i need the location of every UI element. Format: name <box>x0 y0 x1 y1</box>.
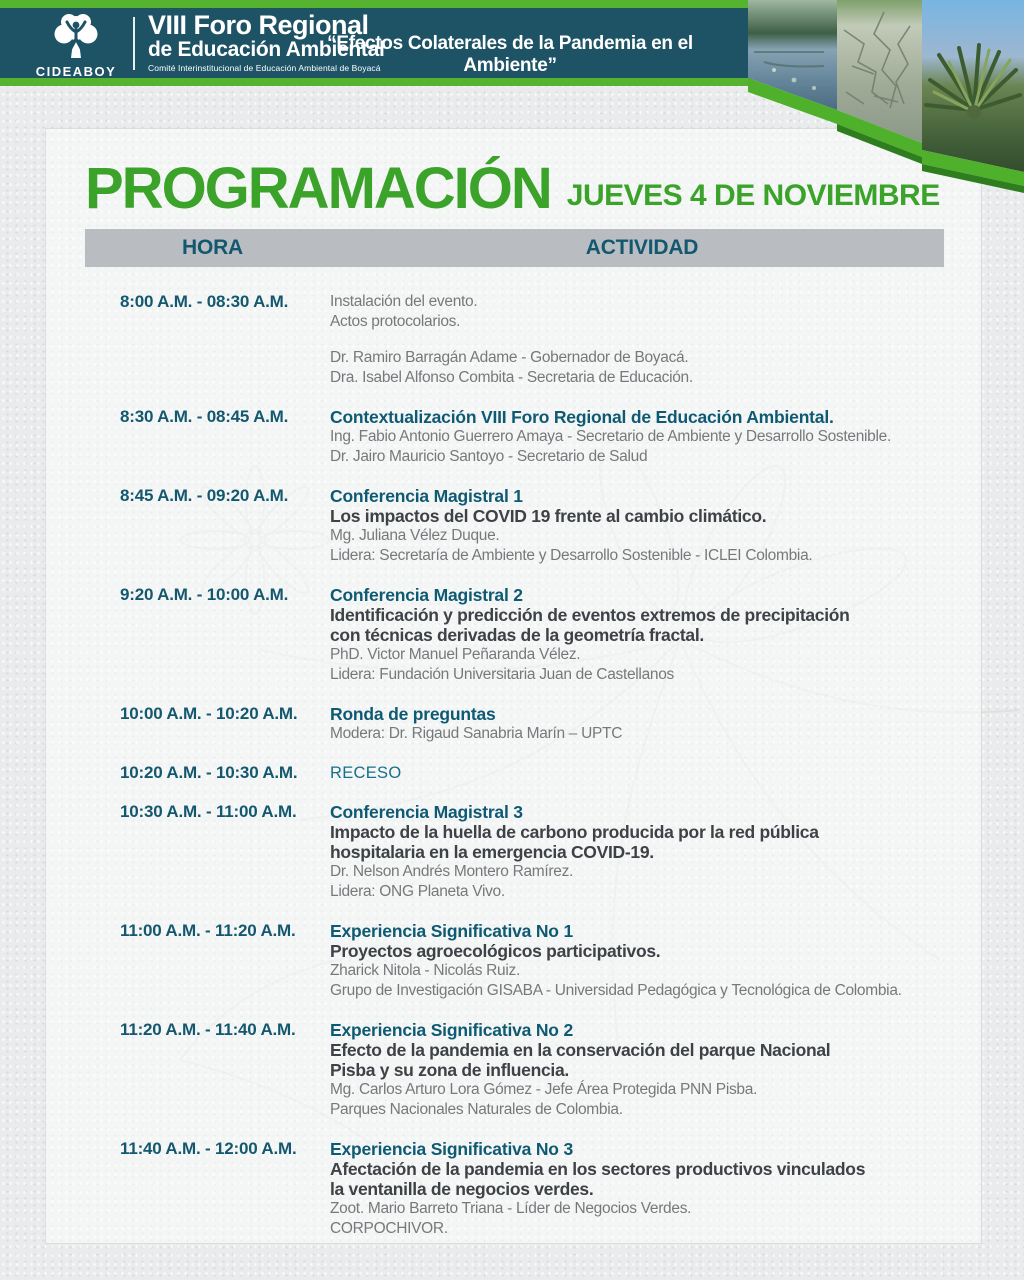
activity-line-body: CORPOCHIVOR. <box>330 1220 448 1237</box>
table-row <box>85 763 944 783</box>
schedule-table <box>85 229 944 1239</box>
row-time: 8:30 A.M. - 08:45 A.M. <box>120 407 289 426</box>
row-time: 10:00 A.M. - 10:20 A.M. <box>120 704 298 723</box>
activity-line-title: Contextualización VIII Foro Regional de Educación Ambiental. <box>330 407 834 427</box>
table-row <box>85 704 944 744</box>
activity-line-body: Mg. Juliana Vélez Duque. <box>330 527 500 544</box>
row-activity <box>330 292 910 388</box>
row-time: 11:20 A.M. - 11:40 A.M. <box>120 1020 296 1039</box>
column-header-hora: HORA <box>181 236 244 259</box>
table-row <box>85 1020 944 1120</box>
row-activity <box>330 921 910 1001</box>
activity-line-title: Ronda de preguntas <box>330 704 496 724</box>
row-activity <box>330 1139 910 1239</box>
activity-line-title: Experiencia Significativa No 2 <box>330 1020 573 1040</box>
activity-line-bold: Efecto de la pandemia en la conservación del parque Nacional <box>330 1040 831 1060</box>
event-quote: “Efectos Colaterales de la Pandemia en el Ambiente” <box>327 33 693 76</box>
activity-line-spacer <box>330 332 910 348</box>
activity-line-body: Zharick Nitola - Nicolás Ruiz. <box>330 962 520 979</box>
activity-line-bold: Pisba y su zona de influencia. <box>330 1060 569 1080</box>
activity-line-body: Instalación del evento. <box>330 293 478 310</box>
table-row <box>85 292 944 388</box>
activity-line-bold: Identificación y predicción de eventos extremos de precipitación <box>330 605 850 625</box>
row-activity <box>330 763 910 783</box>
activity-line-bold: Afectación de la pandemia en los sectores productivos vinculados <box>330 1159 866 1179</box>
activity-line-body: Dr. Jairo Mauricio Santoyo - Secretario de Salud <box>330 448 648 465</box>
table-row <box>85 486 944 566</box>
activity-line-receso: RECESO <box>330 764 402 782</box>
activity-line-body: Lidera: Fundación Universitaria Juan de Castellanos <box>330 666 674 683</box>
table-row <box>85 1139 944 1239</box>
table-row <box>85 407 944 467</box>
activity-line-body: Actos protocolarios. <box>330 313 461 330</box>
activity-line-body: Zoot. Mario Barreto Triana - Líder de Negocios Verdes. <box>330 1200 692 1217</box>
activity-line-body: Mg. Carlos Arturo Lora Gómez - Jefe Área Protegida PNN Pisba. <box>330 1081 758 1098</box>
activity-line-title: Experiencia Significativa No 3 <box>330 1139 573 1159</box>
row-activity <box>330 486 910 566</box>
schedule-rows <box>85 292 944 1239</box>
activity-line-bold: Proyectos agroecológicos participativos. <box>330 941 661 961</box>
row-activity <box>330 585 910 685</box>
row-activity <box>330 802 910 902</box>
activity-line-bold: con técnicas derivadas de la geometría fractal. <box>330 625 704 645</box>
row-time: 11:00 A.M. - 11:20 A.M. <box>120 921 296 940</box>
row-time: 8:00 A.M. - 08:30 A.M. <box>120 292 289 311</box>
title-row <box>85 150 1024 221</box>
row-time: 10:30 A.M. - 11:00 A.M. <box>120 802 297 821</box>
activity-line-body: Dr. Nelson Andrés Montero Ramírez. <box>330 863 574 880</box>
page-title: PROGRAMACIÓN <box>85 155 551 221</box>
table-row <box>85 585 944 685</box>
activity-line-body: Modera: Dr. Rigaud Sanabria Marín – UPTC <box>330 725 623 742</box>
activity-line-title: Conferencia Magistral 2 <box>330 585 523 605</box>
page-date: JUEVES 4 DE NOVIEMBRE <box>566 179 940 212</box>
activity-line-body: Lidera: ONG Planeta Vivo. <box>330 883 505 900</box>
activity-line-title: Conferencia Magistral 1 <box>330 486 523 506</box>
table-row <box>85 802 944 902</box>
activity-line-body: Dr. Ramiro Barragán Adame - Gobernador de Boyacá. <box>330 349 689 366</box>
activity-line-body: Grupo de Investigación GISABA - Universidad Pedagógica y Tecnológica de Colombia. <box>330 982 902 999</box>
activity-line-body: Ing. Fabio Antonio Guerrero Amaya - Secretario de Ambiente y Desarrollo Sostenible. <box>330 428 891 445</box>
row-activity <box>330 704 910 744</box>
column-header-actividad: ACTIVIDAD <box>585 236 699 259</box>
row-time: 9:20 A.M. - 10:00 A.M. <box>120 585 289 604</box>
activity-line-bold: hospitalaria en la emergencia COVID-19. <box>330 842 654 862</box>
forum-title-line2: de Educación Ambiental <box>148 38 385 62</box>
schedule-header <box>85 229 944 267</box>
activity-line-body: PhD. Victor Manuel Peñaranda Vélez. <box>330 646 581 663</box>
forum-subtitle: Comité Interinstitucional de Educación Ambiental de Boyacá <box>148 63 381 74</box>
row-activity <box>330 407 910 467</box>
row-time: 10:20 A.M. - 10:30 A.M. <box>120 763 298 782</box>
activity-line-title: Experiencia Significativa No 1 <box>330 921 573 941</box>
activity-line-bold: Impacto de la huella de carbono producida por la red pública <box>330 822 819 842</box>
table-row <box>85 921 944 1001</box>
row-activity <box>330 1020 910 1120</box>
activity-line-body: Parques Nacionales Naturales de Colombia. <box>330 1101 623 1118</box>
activity-line-title: Conferencia Magistral 3 <box>330 802 523 822</box>
activity-line-bold: la ventanilla de negocios verdes. <box>330 1179 594 1199</box>
activity-line-body: Dra. Isabel Alfonso Combita - Secretaria de Educación. <box>330 369 693 386</box>
forum-title-line1: VIII Foro Regional <box>148 10 369 40</box>
logo-name: CIDEABOY <box>35 64 117 79</box>
row-time: 11:40 A.M. - 12:00 A.M. <box>120 1139 297 1158</box>
activity-line-bold: Los impactos del COVID 19 frente al cambio climático. <box>330 506 767 526</box>
activity-line-body: Lidera: Secretaría de Ambiente y Desarrollo Sostenible - ICLEI Colombia. <box>330 547 813 564</box>
row-time: 8:45 A.M. - 09:20 A.M. <box>120 486 289 505</box>
